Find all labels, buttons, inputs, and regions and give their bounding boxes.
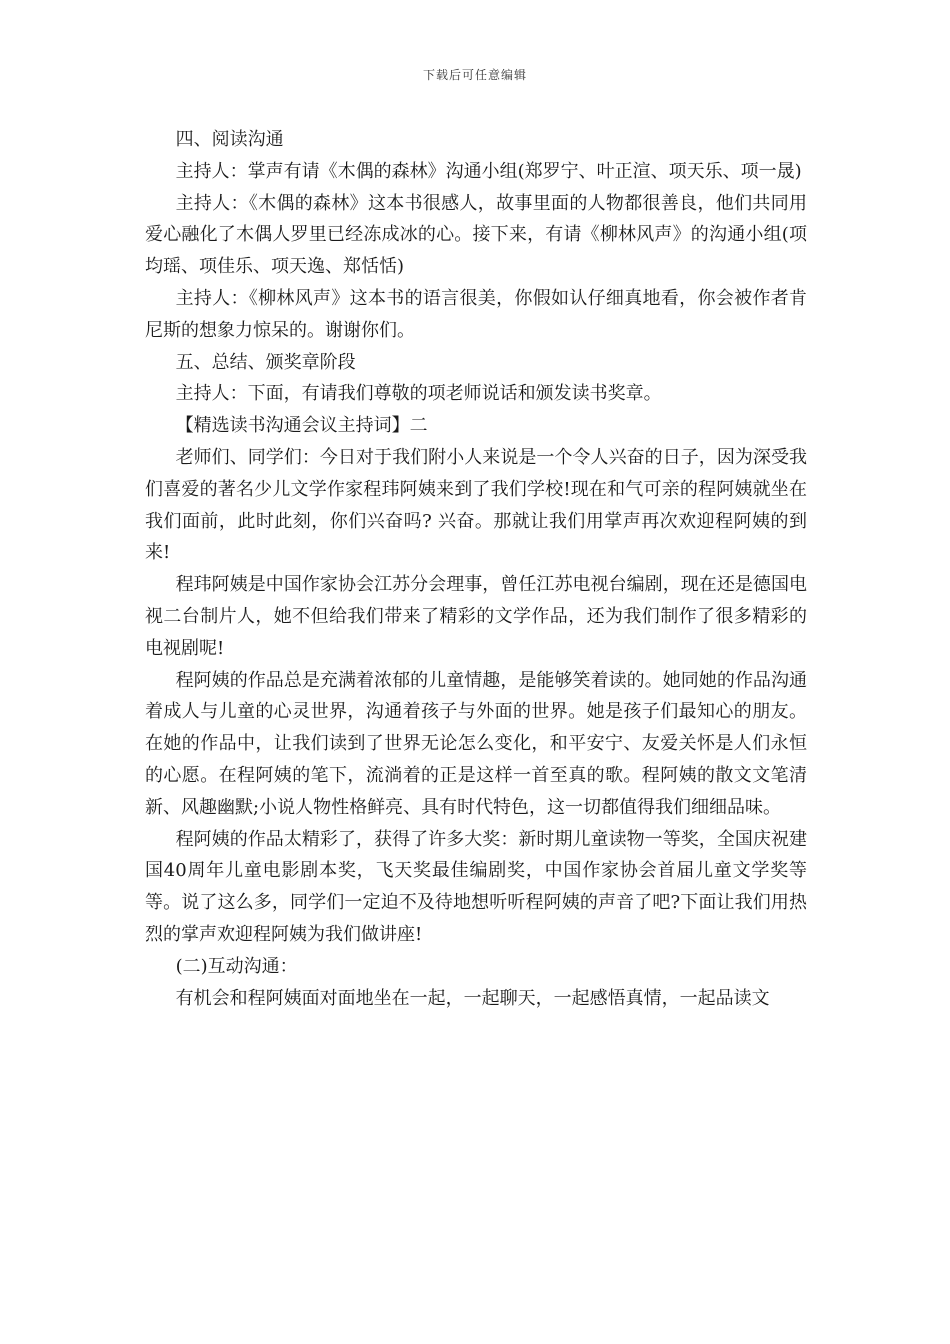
paragraph: 老师们、同学们：今日对于我们附小人来说是一个令人兴奋的日子，因为深受我们喜爱的著名少儿文学作家程玮阿姨来到了我们学校!现在和气可亲的程阿姨就坐在我们面前，此时此刻，你们兴奋吗? 兴奋。那就让我们用掌声再次欢迎程阿姨的到来!	[145, 446, 807, 564]
paragraph: 有机会和程阿姨面对面地坐在一起，一起聊天，一起感悟真情，一起品读文	[175, 987, 770, 1009]
paragraph: 程阿姨的作品总是充满着浓郁的儿童情趣，是能够笑着读的。她同她的作品沟通着成人与儿童的心灵世界，沟通着孩子与外面的世界。她是孩子们最知心的朋友。在她的作品中，让我们读到了世界无论怎么变化，和平安宁、友爱关怀是人们永恒的心愿。在程阿姨的笔下，流淌着的正是这样一首至真的歌。程阿姨的散文文笔清新、风趣幽默;小说人物性格鲜亮、具有时代特色，这一切都值得我们细细品味。	[145, 669, 807, 818]
page-header: 下载后可任意编辑	[422, 68, 527, 82]
paragraph: 主持人：《柳林风声》这本书的语言很美，你假如认仔细真地看，你会被作者肯尼斯的想象力惊呆的。谢谢你们。	[145, 287, 807, 341]
section-heading-reading: 四、阅读沟通	[175, 129, 284, 150]
paragraph: 主持人：下面，有请我们尊敬的项老师说话和颁发读书奖章。	[175, 383, 662, 405]
paragraph: 程玮阿姨是中国作家协会江苏分会理事，曾任江苏电视台编剧，现在还是德国电视二台制片人，她不但给我们带来了精彩的文学作品，还为我们制作了很多精彩的电视剧呢!	[145, 574, 807, 659]
paragraph: 主持人：掌声有请《木偶的森林》沟通小组(郑罗宁、叶正渲、项天乐、项一晟)	[175, 160, 802, 182]
section-title: 【精选读书沟通会议主持词】二	[175, 415, 428, 437]
section-heading-summary: 五、总结、颁奖章阶段	[175, 351, 356, 373]
subsection-heading: (二)互动沟通：	[175, 955, 298, 977]
paragraph: 程阿姨的作品太精彩了，获得了许多大奖：新时期儿童读物一等奖，全国庆祝建国40周年儿童电影剧本奖，飞天奖最佳编剧奖，中国作家协会首届儿童文学奖等等。说了这么多，同学们一定迫不及待地想听听程阿姨的声音了吧?下面让我们用热烈的掌声欢迎程阿姨为我们做讲座!	[145, 828, 807, 945]
paragraph: 主持人：《木偶的森林》这本书很感人，故事里面的人物都很善良，他们共同用爱心融化了木偶人罗里已经冻成冰的心。接下来，有请《柳林风声》的沟通小组(项均瑶、项佳乐、项天逸、郑恬恬)	[145, 192, 807, 278]
document-body	[145, 124, 807, 1014]
